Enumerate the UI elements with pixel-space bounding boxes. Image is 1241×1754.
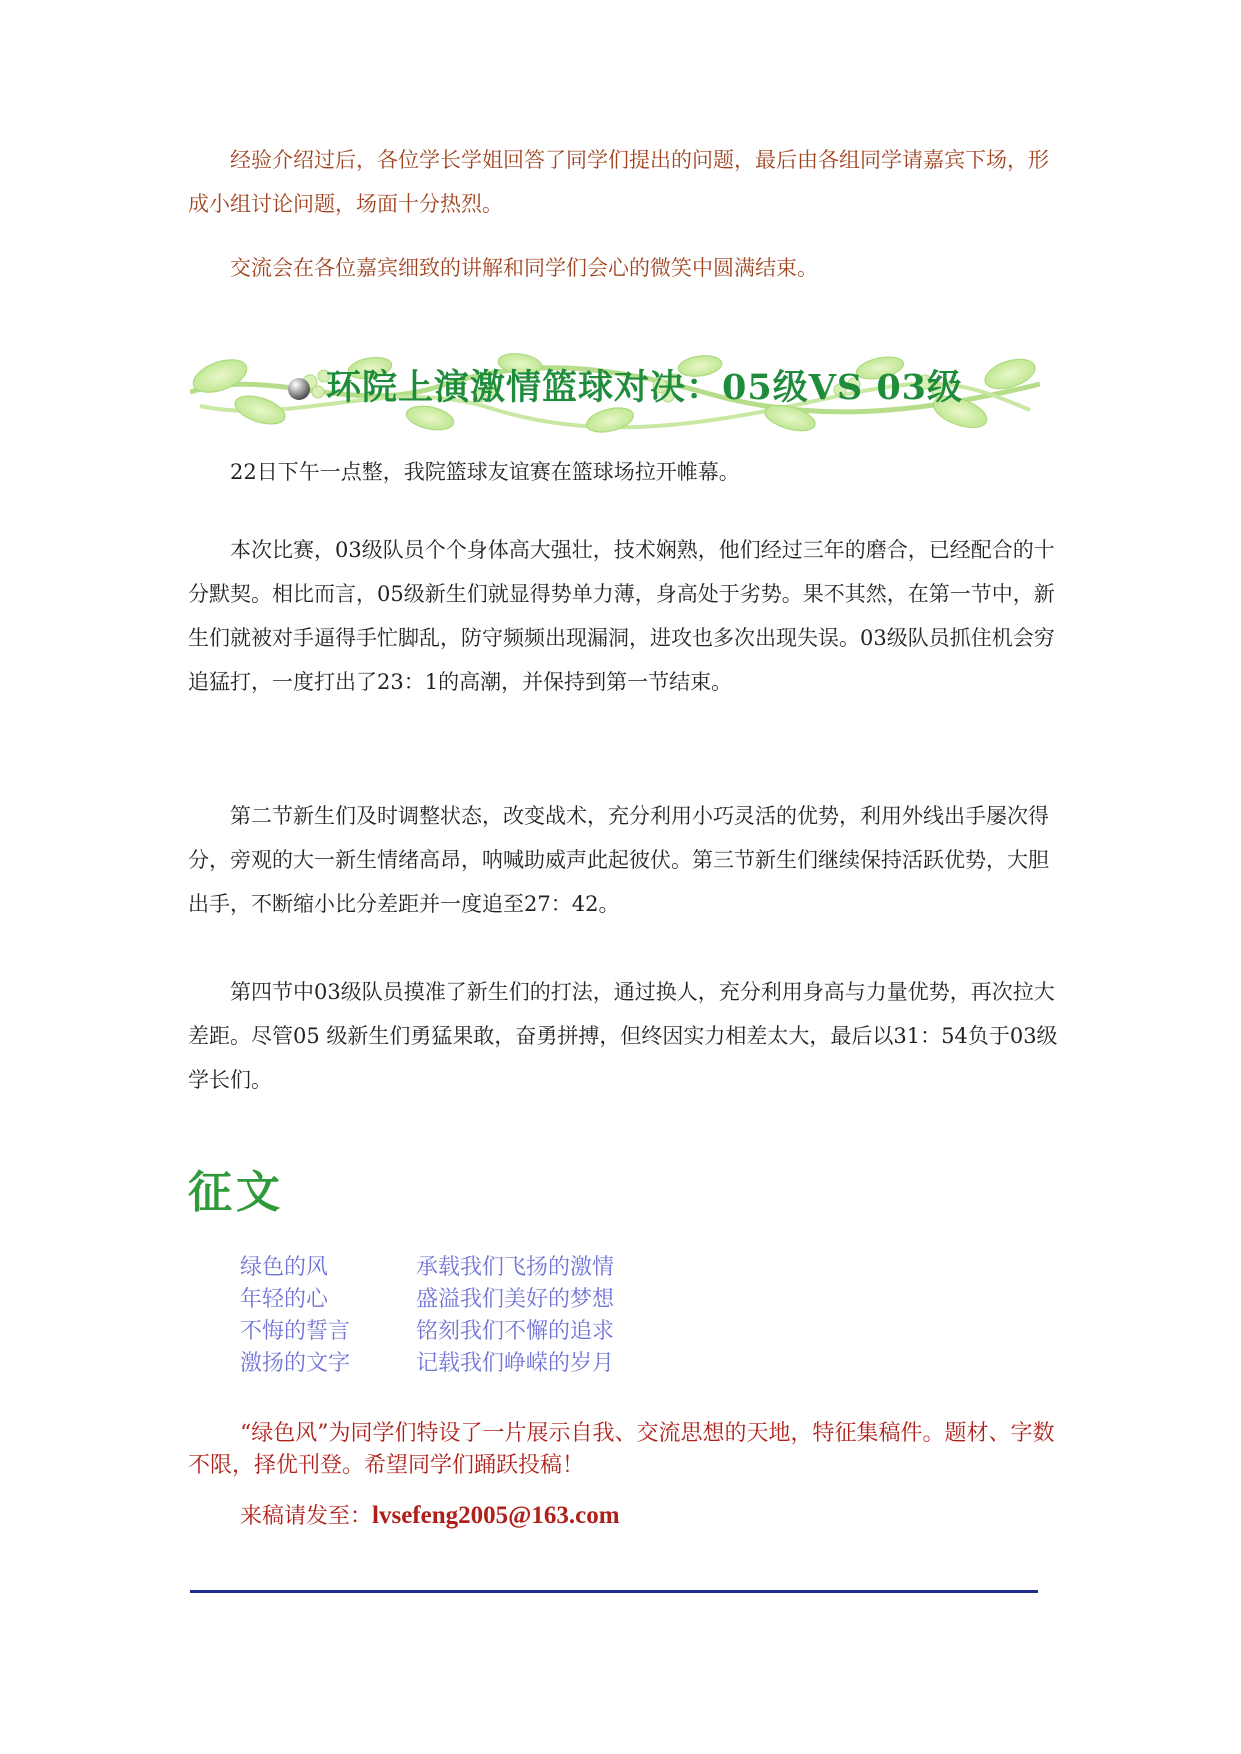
intro-paragraph-1: 经验介绍过后，各位学长学姐回答了同学们提出的问题，最后由各组同学请嘉宾下场，形成小组讨论问题，场面十分热烈。 bbox=[188, 148, 1049, 216]
contact-line bbox=[240, 1498, 620, 1535]
poem-left: 绿色的风 bbox=[240, 1255, 329, 1280]
section-banner bbox=[190, 346, 1040, 434]
section-heading: 征文 bbox=[188, 1167, 284, 1218]
section-title: 环院上演激情篮球对决：05级VS 03级 bbox=[326, 367, 964, 408]
poem-right: 铭刻我们不懈的追求 bbox=[416, 1319, 615, 1344]
poem-right: 承载我们飞扬的激情 bbox=[416, 1255, 615, 1280]
gray-ball-icon bbox=[288, 378, 310, 400]
contact-label: 来稿请发至： bbox=[240, 1504, 373, 1529]
poem-right: 记载我们峥嵘的岁月 bbox=[416, 1351, 615, 1376]
contact-email-link[interactable]: lvsefeng2005@163.com bbox=[372, 1502, 620, 1529]
poem-left: 不悔的誓言 bbox=[240, 1319, 351, 1344]
poem-right: 盛溢我们美好的梦想 bbox=[416, 1287, 615, 1312]
article-paragraph-1: 22日下午一点整，我院篮球友谊赛在篮球场拉开帷幕。 bbox=[230, 460, 740, 484]
poem-left: 激扬的文字 bbox=[240, 1351, 351, 1376]
article-paragraph-3: 第二节新生们及时调整状态，改变战术，充分利用小巧灵活的优势，利用外线出手屡次得分，旁观的大一新生情绪高昂，呐喊助威声此起彼伏。第三节新生们继续保持活跃优势，大胆出手，不断缩小比分差距并一度追至27：42。 bbox=[188, 804, 1049, 916]
intro-paragraph-2: 交流会在各位嘉宾细致的讲解和同学们会心的微笑中圆满结束。 bbox=[230, 256, 818, 280]
article-paragraph-4: 第四节中03级队员摸准了新生们的打法，通过换人，充分利用身高与力量优势，再次拉大差距。尽管05 级新生们勇猛果敢，奋勇拼搏，但终因实力相差太大，最后以31：54负于03级学长们。 bbox=[188, 980, 1058, 1092]
bottom-divider bbox=[190, 1590, 1038, 1593]
poem-left: 年轻的心 bbox=[240, 1287, 329, 1312]
article-paragraph-2: 本次比赛，03级队员个个身体高大强壮，技术娴熟，他们经过三年的磨合，已经配合的十分默契。相比而言，05级新生们就显得势单力薄，身高处于劣势。果不其然，在第一节中，新生们就被对手逼得手忙脚乱，防守频频出现漏洞，进攻也多次出现失误。03级队员抓住机会穷追猛打，一度打出了23：1的高潮，并保持到第一节结束。 bbox=[188, 538, 1055, 694]
submission-notice: “绿色风”为同学们特设了一片展示自我、交流思想的天地，特征集稿件。题材、字数不限，择优刊登。希望同学们踊跃投稿！ bbox=[188, 1421, 1055, 1478]
